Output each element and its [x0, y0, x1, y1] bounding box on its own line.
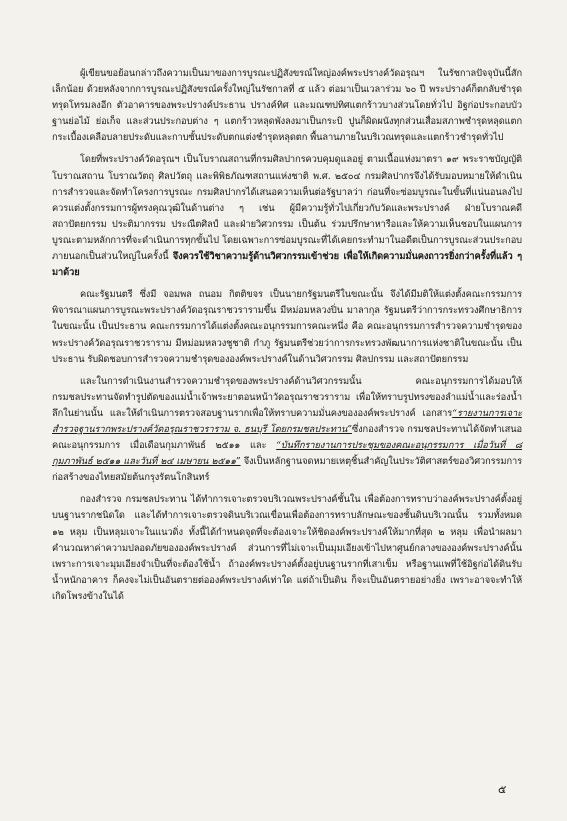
- page-number: ๕: [498, 783, 507, 796]
- document-title-report: “รายงานการเจาะสำรวจฐานรากพระปรางค์วัดอรุณราชวราราม จ. ธนบุรี โดยกรมชลประทาน”: [52, 407, 522, 435]
- paragraph-cabinet: คณะรัฐมนตรี ซึ่งมี จอมพล ถนอม กิตติขจร เป็นนายกรัฐมนตรีในขณะนั้น จึงได้มีมติให้แต่งตั้งคณะกรรมการพิจารณาแผนการบูรณะพระปรางค์วัดอรุณราชวรารามขึ้น มีหม่อมหลวงปิ่น มาลากุล รัฐมนตรีว่าการกระทรวงศึกษาธิการในขณะนั้น เป็นประธาน คณะกรรมการได้แต่งตั้งคณะอนุกรรมการคณะหนึ่ง คือ คณะอนุกรรมการสำรวจความชำรุดของพระปรางค์วัดอรุณราชวราราม มีหม่อมหลวงชูชาติ กำภู รัฐมนตรีช่วยว่าการกระทรวงพัฒนาการแห่งชาติในขณะนั้น เป็นประธาน รับผิดชอบการสำรวจความชำรุดขององค์พระปรางค์ในด้านวิศวกรรม ศิลปกรรม และสถาปัตยกรรม: [52, 289, 522, 365]
- paragraph-text: จึงเป็นหลักฐานจดหมายเหตุชิ้นสำคัญในประวัติศาสตร์ของวิศวกรรมการก่อสร้างของไทยสมัยต้นกรุงรัตนโกสินทร์: [52, 456, 522, 484]
- emphasized-text: จึงควรใช้วิชาความรู้ด้านวิศวกรรมเข้าช่วย เพื่อให้เกิดความมั่นคงถาวรยิ่งกว่าครั้งที่แล้ว ๆ มาด้วย: [52, 251, 522, 279]
- paragraph-text: โดยที่พระปรางค์วัดอรุณฯ เป็นโบราณสถานที่กรมศิลปากรควบคุมดูแลอยู่ ตามเนื้อแห่งมาตรา ๑๙ พระราชบัญญัติโบราณสถาน โบราณวัตถุ ศิลปวัตถุ และพิพิธภัณฑสถานแห่งชาติ พ.ศ. ๒๕๐๔ กรมศิลปากรจึงได้รับมอบหมายให้ดำเนินการสำรวจและจัดทำโครงการบูรณะ กรมศิลปากรได้เสนอความเห็นต่อรัฐบาลว่า ก่อนที่จะซ่อมบูรณะในขั้นที่แน่นอนลงไป ควรแต่งตั้งกรรมการผู้ทรงคุณวุฒิในด้านต่าง ๆ เช่น ผู้มีความรู้ทั่วไปเกี่ยวกับวัดและพระปรางค์ ฝ่ายโบราณคดี สถาปัตยกรรม ประติมากรรม ประณีตศิลป์ และฝ่ายวิศวกรรม เป็นต้น ร่วมปรึกษาหารือและให้ความเห็นชอบในแผนการบูรณะตามหลักการที่จะดำเนินการทุกขั้นไป โดยเฉพาะการซ่อมบูรณะที่ได้เคยกระทำมาในอดีตเป็นการบูรณะส่วนประกอบภายนอกเป็นส่วนใหญ่ในครั้งนี้: [52, 154, 522, 263]
- paragraph-survey: [52, 374, 522, 487]
- document-body: [52, 66, 522, 611]
- paragraph-history: ผู้เขียนขอย้อนกล่าวถึงความเป็นมาของการบูรณะปฏิสังขรณ์ใหญ่องค์พระปรางค์วัดอรุณฯ ในรัชกาลปัจจุบันนี้สักเล็กน้อย ด้วยหลังจากการบูรณะปฏิสังขรณ์ครั้งใหญ่ในรัชกาลที่ ๕ แล้ว ต่อมาเป็นเวลาร่วม ๖๐ ปี พระปรางค์ก็ตกลับชำรุดทรุดโทรมลงอีก ตัวอาคารของพระปรางค์ประธาน ปรางค์ทิศ และมณฑปทิศแตกร้าวบางส่วนโดยทั่วไป อิฐก่อประกอบบัว ฐานย่อไม้ ย่อเก็จ และส่วนประกอบต่าง ๆ แตกร้าวหลุดพังลงมาเป็นกระบิ ปูนก็ผิดผนังทุกส่วนเสื่อมสภาพชำรุดหลุดแตก กระเบื้องเคลือบลายประดับและกาบซั้นประดับตกแต่งชำรุดหลุดตก พื้นลานภายในบริเวณทรุดและแตกร้าวชำรุดทั่วไป: [52, 68, 522, 144]
- paragraph-text: ซึ่งกองสำรวจ กรมชลประทานได้จัดทำเสนอคณะอนุกรรมการ เมื่อเดือนกุมภาพันธ์ ๒๕๑๑ และ: [52, 423, 522, 452]
- paragraph-text: และในการดำเนินงานสำรวจความชำรุดของพระปรางค์ด้านวิศวกรรมนั้น คณะอนุกรรมการได้มอบให้กรมชลประทานจัดทำรูปตัดของแม่น้ำเจ้าพระยาตอนหน้าวัดอรุณราชวราราม เพื่อให้ทราบรูปทรงของลำแม่น้ำและร่องน้ำลึกในย่านนั้น และให้ดำเนินการตรวจสอบฐานรากเพื่อให้ทราบความมั่นคงขององค์พระปรางค์ เอกสาร: [52, 375, 522, 419]
- paragraph-fine-arts-dept: [52, 152, 522, 281]
- paragraph-drilling: กองสำรวจ กรมชลประทาน ได้ทำการเจาะตรวจบริเวณพระปรางค์ชั้นใน เพื่อต้องการทราบว่าองค์พระปรางค์ตั้งอยู่บนฐานรากชนิดใด และได้ทำการเจาะตรวจดินบริเวณเขื่อนเพื่อต้องการทราบลักษณะของชั้นดินบริเวณนั้น รวมทั้งหมด ๑๒ หลุม เป็นหลุมเจาะในแนวดิ่ง ทั้งนี้ได้กำหนดจุดที่จะต้องเจาะให้ชิดองค์พระปรางค์ให้มากที่สุด ๒ หลุม เพื่อนำผลมาคำนวณหาค่าความปลอดภัยขององค์พระปรางค์ ส่วนการที่ไม่เจาะเป็นมุมเอียงเข้าไปหาศูนย์กลางขององค์พระปรางค์นั้น เพราะการเจาะมุมเอียงจำเป็นที่จะต้องใช้น้ำ ถ้าองค์พระปรางค์ตั้งอยู่บนฐานรากที่เสาเข็ม หรือฐานแพที่ใช้อิฐก่อได้ดินรับน้ำหนักอาคาร ก็คงจะไม่เป็นอันตรายต่อองค์พระปรางค์เท่าใด แต่ถ้าเป็นดิน ก็จะเป็นอันตรายอย่างยิ่ง เพราะอาจจะทำให้เกิดโพรงข้างในได้: [52, 494, 522, 602]
- document-title-minutes: “บันทึกรายงานการประชุมของคณะอนุกรรมการ เมื่อวันที่ ๘ กุมภาพันธ์ ๒๕๑๑ และวันที่ ๒๔ เมษายน ๒๕๑๑”: [52, 440, 523, 468]
